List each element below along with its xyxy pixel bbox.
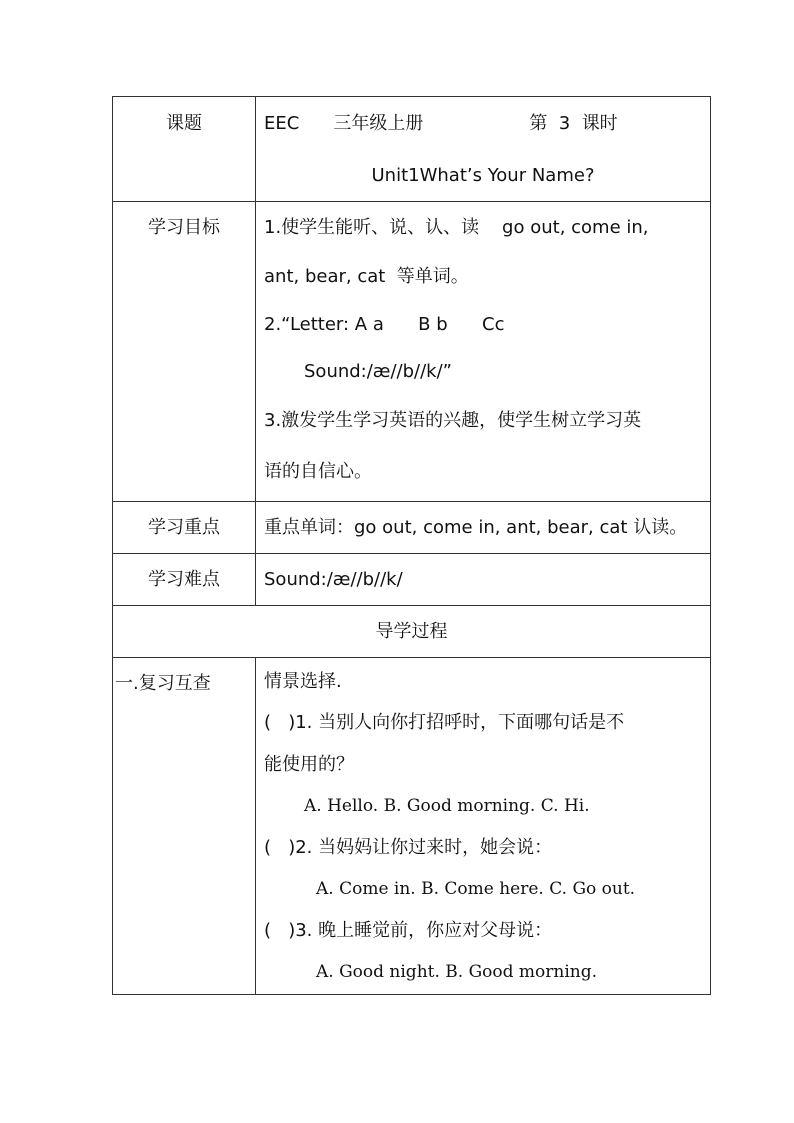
objectives-row — [113, 202, 711, 502]
question-3-options: A. Good night. B. Good morning. — [316, 962, 598, 982]
objective-line-1: 1.使学生能听、说、认、读 go out, come in, — [264, 217, 649, 238]
objective-line-5: 3.激发学生学习英语的兴趣，使学生树立学习英 — [264, 410, 642, 431]
lesson-prefix: 第 — [529, 113, 548, 134]
lesson-plan-sheet — [112, 96, 711, 995]
key-points-label-cell — [113, 502, 256, 554]
objectives-content-cell — [256, 202, 711, 502]
question-1-line-2: 能使用的？ — [264, 754, 354, 775]
topic-row — [113, 97, 711, 202]
review-row — [113, 658, 711, 995]
question-2: ( )2. 当妈妈让你过来时，她会说： — [264, 837, 553, 858]
objectives-label: 学习目标 — [148, 217, 220, 238]
course-name: EEC — [264, 113, 300, 134]
grade-text: 三年级上册 — [333, 113, 424, 134]
topic-content-cell — [256, 97, 711, 202]
objectives-label-cell — [113, 202, 256, 502]
process-header-row — [113, 606, 711, 658]
difficulties-content-cell — [256, 554, 711, 606]
key-points-row — [113, 502, 711, 554]
process-title: 导学过程 — [375, 621, 448, 642]
review-label: 一.复习互查 — [115, 673, 211, 694]
objective-line-3: 2.“Letter: A a B b Cc — [264, 314, 505, 335]
process-header-cell — [113, 606, 711, 658]
key-points-label: 学习重点 — [148, 517, 220, 538]
difficulties-label: 学习难点 — [148, 569, 220, 590]
key-points-text: 重点单词：go out, come in, ant, bear, cat 认读。 — [264, 517, 688, 538]
topic-label: 课题 — [166, 113, 202, 134]
objective-line-6: 语的自信心。 — [264, 461, 372, 482]
lesson-number: 3 — [558, 113, 571, 134]
course-info-line — [256, 97, 710, 151]
unit-title: Unit1What’s Your Name? — [371, 165, 595, 186]
difficulties-label-cell — [113, 554, 256, 606]
review-intro: 情景选择. — [264, 671, 342, 692]
question-3: ( )3. 晚上睡觉前，你应对父母说： — [264, 920, 553, 941]
objective-line-4: Sound:/æ//b//k/” — [304, 361, 452, 382]
review-label-cell — [113, 658, 256, 995]
lesson-suffix: 课时 — [581, 113, 618, 134]
key-points-content-cell — [256, 502, 711, 554]
objective-line-2: ant, bear, cat 等单词。 — [264, 266, 469, 287]
question-1-options: A. Hello. B. Good morning. C. Hi. — [304, 796, 590, 816]
topic-label-cell — [113, 97, 256, 202]
difficulties-row — [113, 554, 711, 606]
review-content-cell — [256, 658, 711, 995]
question-2-options: A. Come in. B. Come here. C. Go out. — [316, 879, 636, 899]
difficulties-text: Sound:/æ//b//k/ — [264, 569, 403, 590]
lesson-plan-table — [112, 96, 711, 995]
question-1-line-1: ( )1. 当别人向你打招呼时，下面哪句话是不 — [264, 712, 625, 733]
